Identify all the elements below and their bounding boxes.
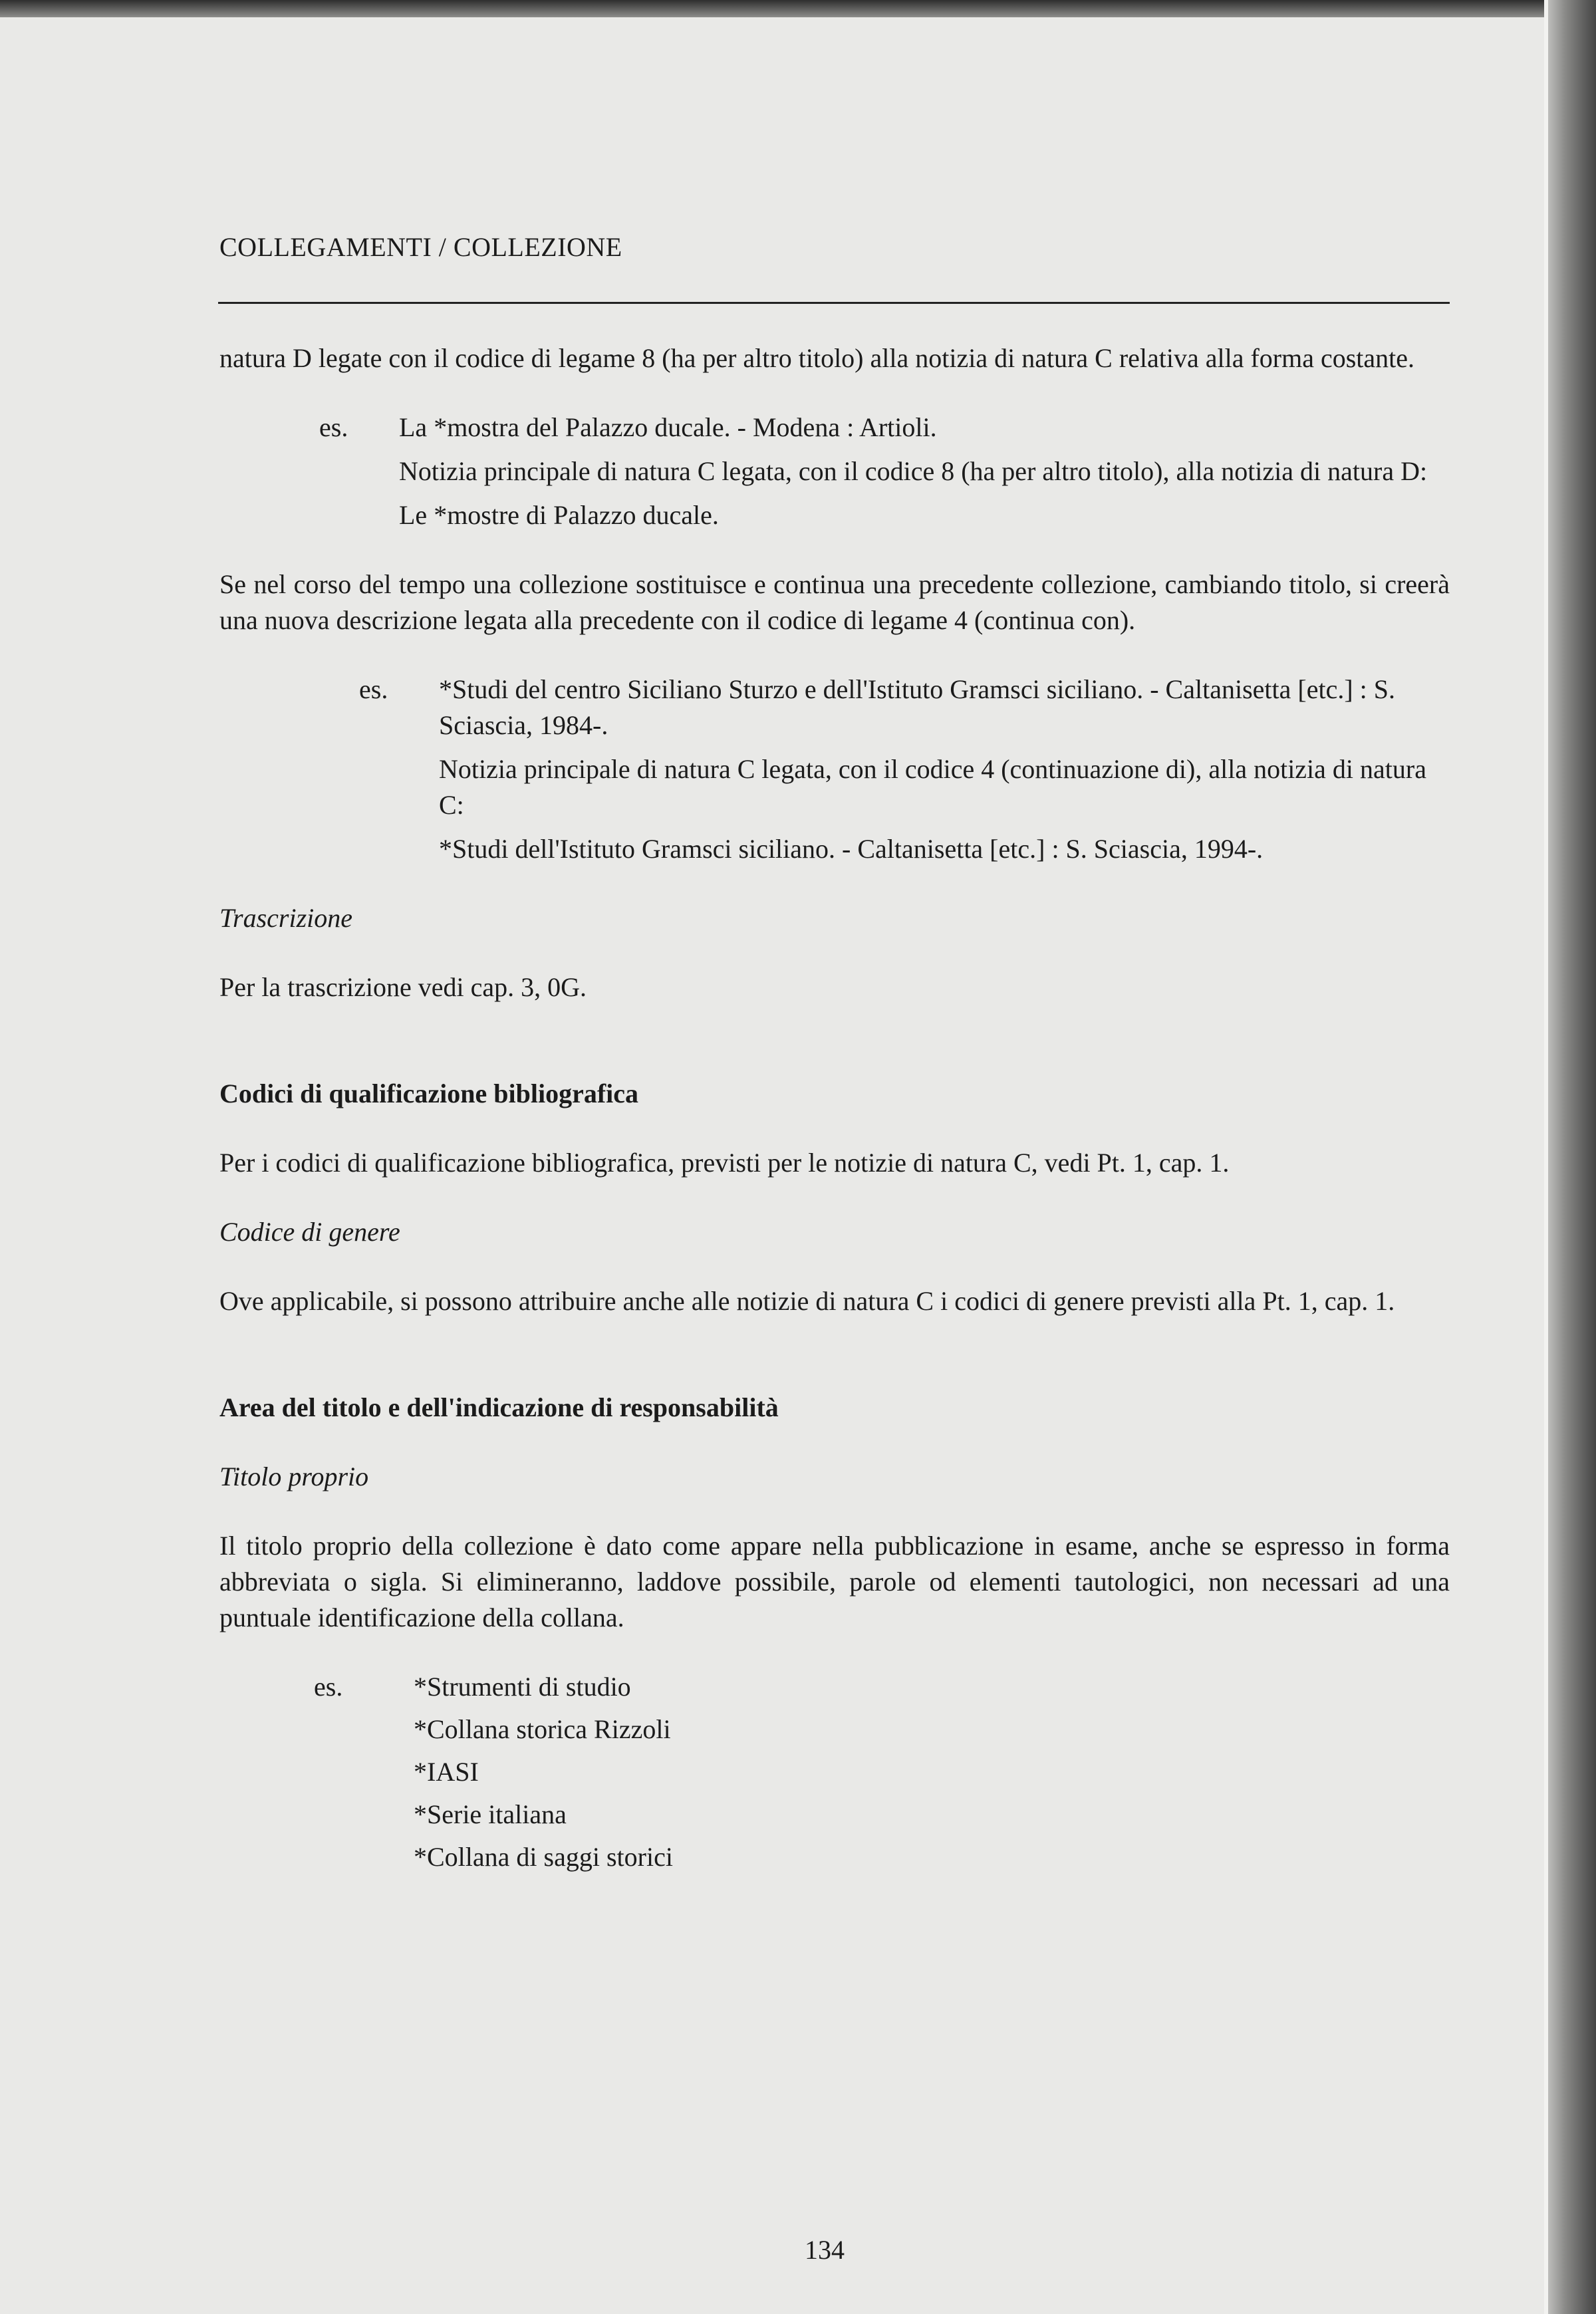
example-line: *Strumenti di studio	[414, 1672, 631, 1702]
titolo-proprio-heading: Titolo proprio	[219, 1462, 369, 1491]
example-line: La *mostra del Palazzo ducale. - Modena : Artioli.	[399, 412, 937, 442]
example-line: *Serie italiana	[414, 1799, 567, 1829]
running-header: COLLEGAMENTI / COLLEZIONE	[219, 232, 622, 262]
page-spine-edge	[1544, 0, 1596, 2314]
example-label: es.	[314, 1672, 343, 1702]
titolo-proprio-text: Il titolo proprio della collezione è dato come appare nella pubblicazione in esame, anche se espresso in forma abbreviata o sigla. Si elimineranno, laddove possibile, parole od elementi tautologici, non necessari ad una puntuale identificazione della collana.	[219, 1531, 1450, 1632]
area-titolo-heading: Area del titolo e dell'indicazione di responsabilità	[219, 1392, 779, 1422]
example-mostra	[219, 410, 1450, 533]
example-line: Le *mostre di Palazzo ducale.	[399, 500, 719, 530]
example-lines	[414, 1669, 1450, 1875]
page-number: 134	[805, 2235, 845, 2265]
example-lines	[439, 672, 1450, 867]
scan-top-edge	[0, 0, 1596, 17]
codici-heading: Codici di qualificazione bibliografica	[219, 1079, 639, 1108]
example-lines	[399, 410, 1450, 533]
example-line: Notizia principale di natura C legata, con il codice 8 (ha per altro titolo), alla notizia di natura D:	[399, 456, 1428, 486]
trascrizione-heading: Trascrizione	[219, 903, 353, 933]
example-line: *IASI	[414, 1757, 479, 1787]
example-line: *Studi del centro Siciliano Sturzo e dell'Istituto Gramsci siciliano. - Caltanisetta [etc.] : S. Sciascia, 1984-.	[439, 674, 1396, 740]
example-line: *Collana di saggi storici	[414, 1842, 673, 1872]
example-line: *Collana storica Rizzoli	[414, 1714, 671, 1744]
continua-paragraph: Se nel corso del tempo una collezione sostituisce e continua una precedente collezione, cambiando titolo, si creerà una nuova descrizione legata alla precedente con il codice di legame 4 (continua con).	[219, 569, 1450, 635]
example-studi	[219, 672, 1450, 867]
codici-text: Per i codici di qualificazione bibliografica, previsti per le notizie di natura C, vedi Pt. 1, cap. 1.	[219, 1148, 1230, 1178]
genere-text: Ove applicabile, si possono attribuire anche alle notizie di natura C i codici di genere previsti alla Pt. 1, cap. 1.	[219, 1286, 1395, 1316]
example-collane	[219, 1669, 1450, 1875]
example-label: es.	[319, 412, 348, 442]
example-line: Notizia principale di natura C legata, con il codice 4 (continuazione di), alla notizia di natura C:	[439, 754, 1426, 820]
intro-paragraph: natura D legate con il codice di legame 8 (ha per altro titolo) alla notizia di natura C relativa alla forma costante.	[219, 343, 1415, 373]
trascrizione-text: Per la trascrizione vedi cap. 3, 0G.	[219, 972, 587, 1002]
page-body	[219, 340, 1450, 1908]
example-label: es.	[359, 674, 388, 704]
genere-heading: Codice di genere	[219, 1217, 400, 1247]
example-line: *Studi dell'Istituto Gramsci siciliano. - Caltanisetta [etc.] : S. Sciascia, 1994-.	[439, 834, 1264, 864]
header-rule	[218, 302, 1450, 304]
